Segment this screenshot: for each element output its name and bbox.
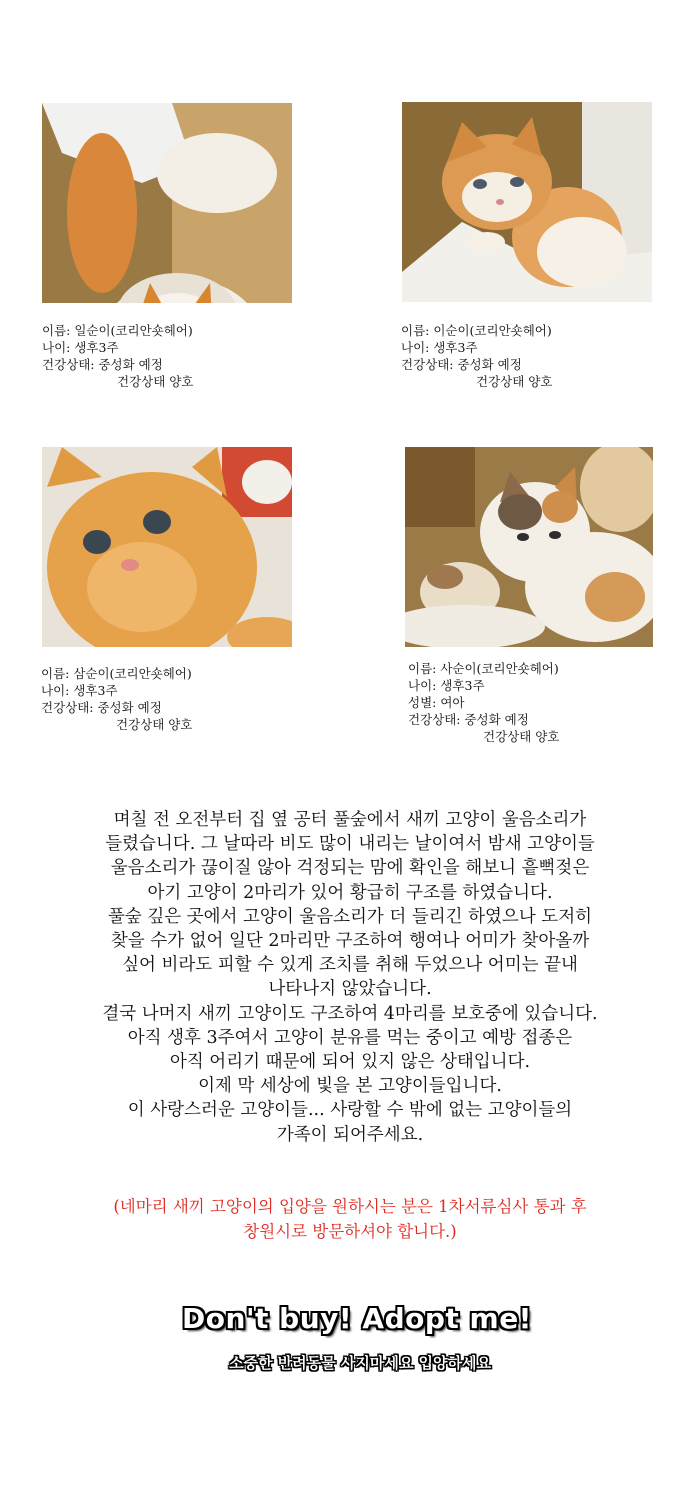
kitten-age: 나이: 생후3주: [41, 683, 118, 698]
kitten-health-detail: 건강상태 양호: [483, 729, 560, 744]
slogan-subline: 소중한 반려동물 사지마세요 입양하세요: [229, 1354, 491, 1372]
story-line: 결국 나머지 새끼 고양이도 구조하여 4마리를 보호중에 있습니다.: [102, 1003, 598, 1024]
story-line: 싶어 비라도 피할 수 있게 조치를 취해 두었으나 어미는 끝내: [122, 955, 578, 976]
kitten-photo-3: [42, 447, 292, 647]
kitten-name: 이름: 삼순이(코리안숏헤어): [41, 666, 192, 681]
kitten-info-2: [401, 322, 552, 390]
story-line: 아직 어리기 때문에 되어 있지 않은 상태입니다.: [169, 1052, 531, 1073]
story-line: 들렸습니다. 그 날따라 비도 많이 내리는 날이여서 밤새 고양이들: [105, 834, 595, 855]
adoption-notice: [20, 1194, 680, 1244]
story-line: 아기 고양이 2마리가 있어 황급히 구조를 하였습니다.: [147, 882, 553, 903]
notice-line: (네마리 새끼 고양이의 입양을 원하시는 분은 1차서류심사 통과 후: [113, 1197, 587, 1216]
slogan-headline: Don't buy! Adopt me!: [182, 1302, 532, 1335]
kitten-health: 건강상태: 중성화 예정: [42, 357, 163, 372]
rescue-story: [30, 808, 670, 1147]
kitten-age: 나이: 생후3주: [42, 340, 119, 355]
kitten-name: 이름: 사순이(코리안숏헤어): [408, 661, 559, 676]
kitten-health: 건강상태: 중성화 예정: [41, 700, 162, 715]
kitten-health: 건강상태: 중성화 예정: [408, 712, 529, 727]
story-line: 가족이 되어주세요.: [276, 1124, 424, 1145]
kitten-info-3: [41, 665, 192, 733]
kitten-info-4: [408, 660, 559, 745]
story-line: 이제 막 세상에 빛을 본 고양이들입니다.: [198, 1076, 502, 1097]
kitten-health-detail: 건강상태 양호: [116, 717, 193, 732]
story-line: 풀숲 깊은 곳에서 고양이 울음소리가 더 들리긴 하였으나 도저히: [107, 906, 593, 927]
notice-line: 창원시로 방문하셔야 합니다.): [243, 1222, 457, 1241]
story-line: 나타나지 않았습니다.: [268, 979, 432, 1000]
kitten-name: 이름: 일순이(코리안숏헤어): [42, 323, 193, 338]
kitten-health: 건강상태: 중성화 예정: [401, 357, 522, 372]
kitten-age: 나이: 생후3주: [408, 678, 485, 693]
kitten-info-1: [42, 322, 193, 390]
kitten-age: 나이: 생후3주: [401, 340, 478, 355]
kitten-health-detail: 건강상태 양호: [476, 374, 553, 389]
story-line: 울음소리가 끊이질 않아 걱정되는 맘에 확인을 해보니 흩뻑젖은: [110, 858, 590, 879]
kitten-sex: 성별: 여아: [408, 695, 465, 710]
story-line: 찾을 수가 없어 일단 2마리만 구조하여 행여나 어미가 찾아올까: [110, 931, 590, 952]
story-line: 이 사랑스러운 고양이들... 사랑할 수 밖에 없는 고양이들의: [127, 1100, 573, 1121]
story-line: 아직 생후 3주여서 고양이 분유를 먹는 중이고 예방 접종은: [127, 1027, 573, 1048]
kitten-photo-4: [405, 447, 653, 647]
kitten-photo-1: [42, 103, 292, 303]
story-line: 며칠 전 오전부터 집 옆 공터 풀숲에서 새끼 고양이 울음소리가: [113, 810, 587, 830]
kitten-health-detail: 건강상태 양호: [117, 374, 194, 389]
kitten-name: 이름: 이순이(코리안숏헤어): [401, 323, 552, 338]
kitten-photo-2: [402, 102, 652, 302]
